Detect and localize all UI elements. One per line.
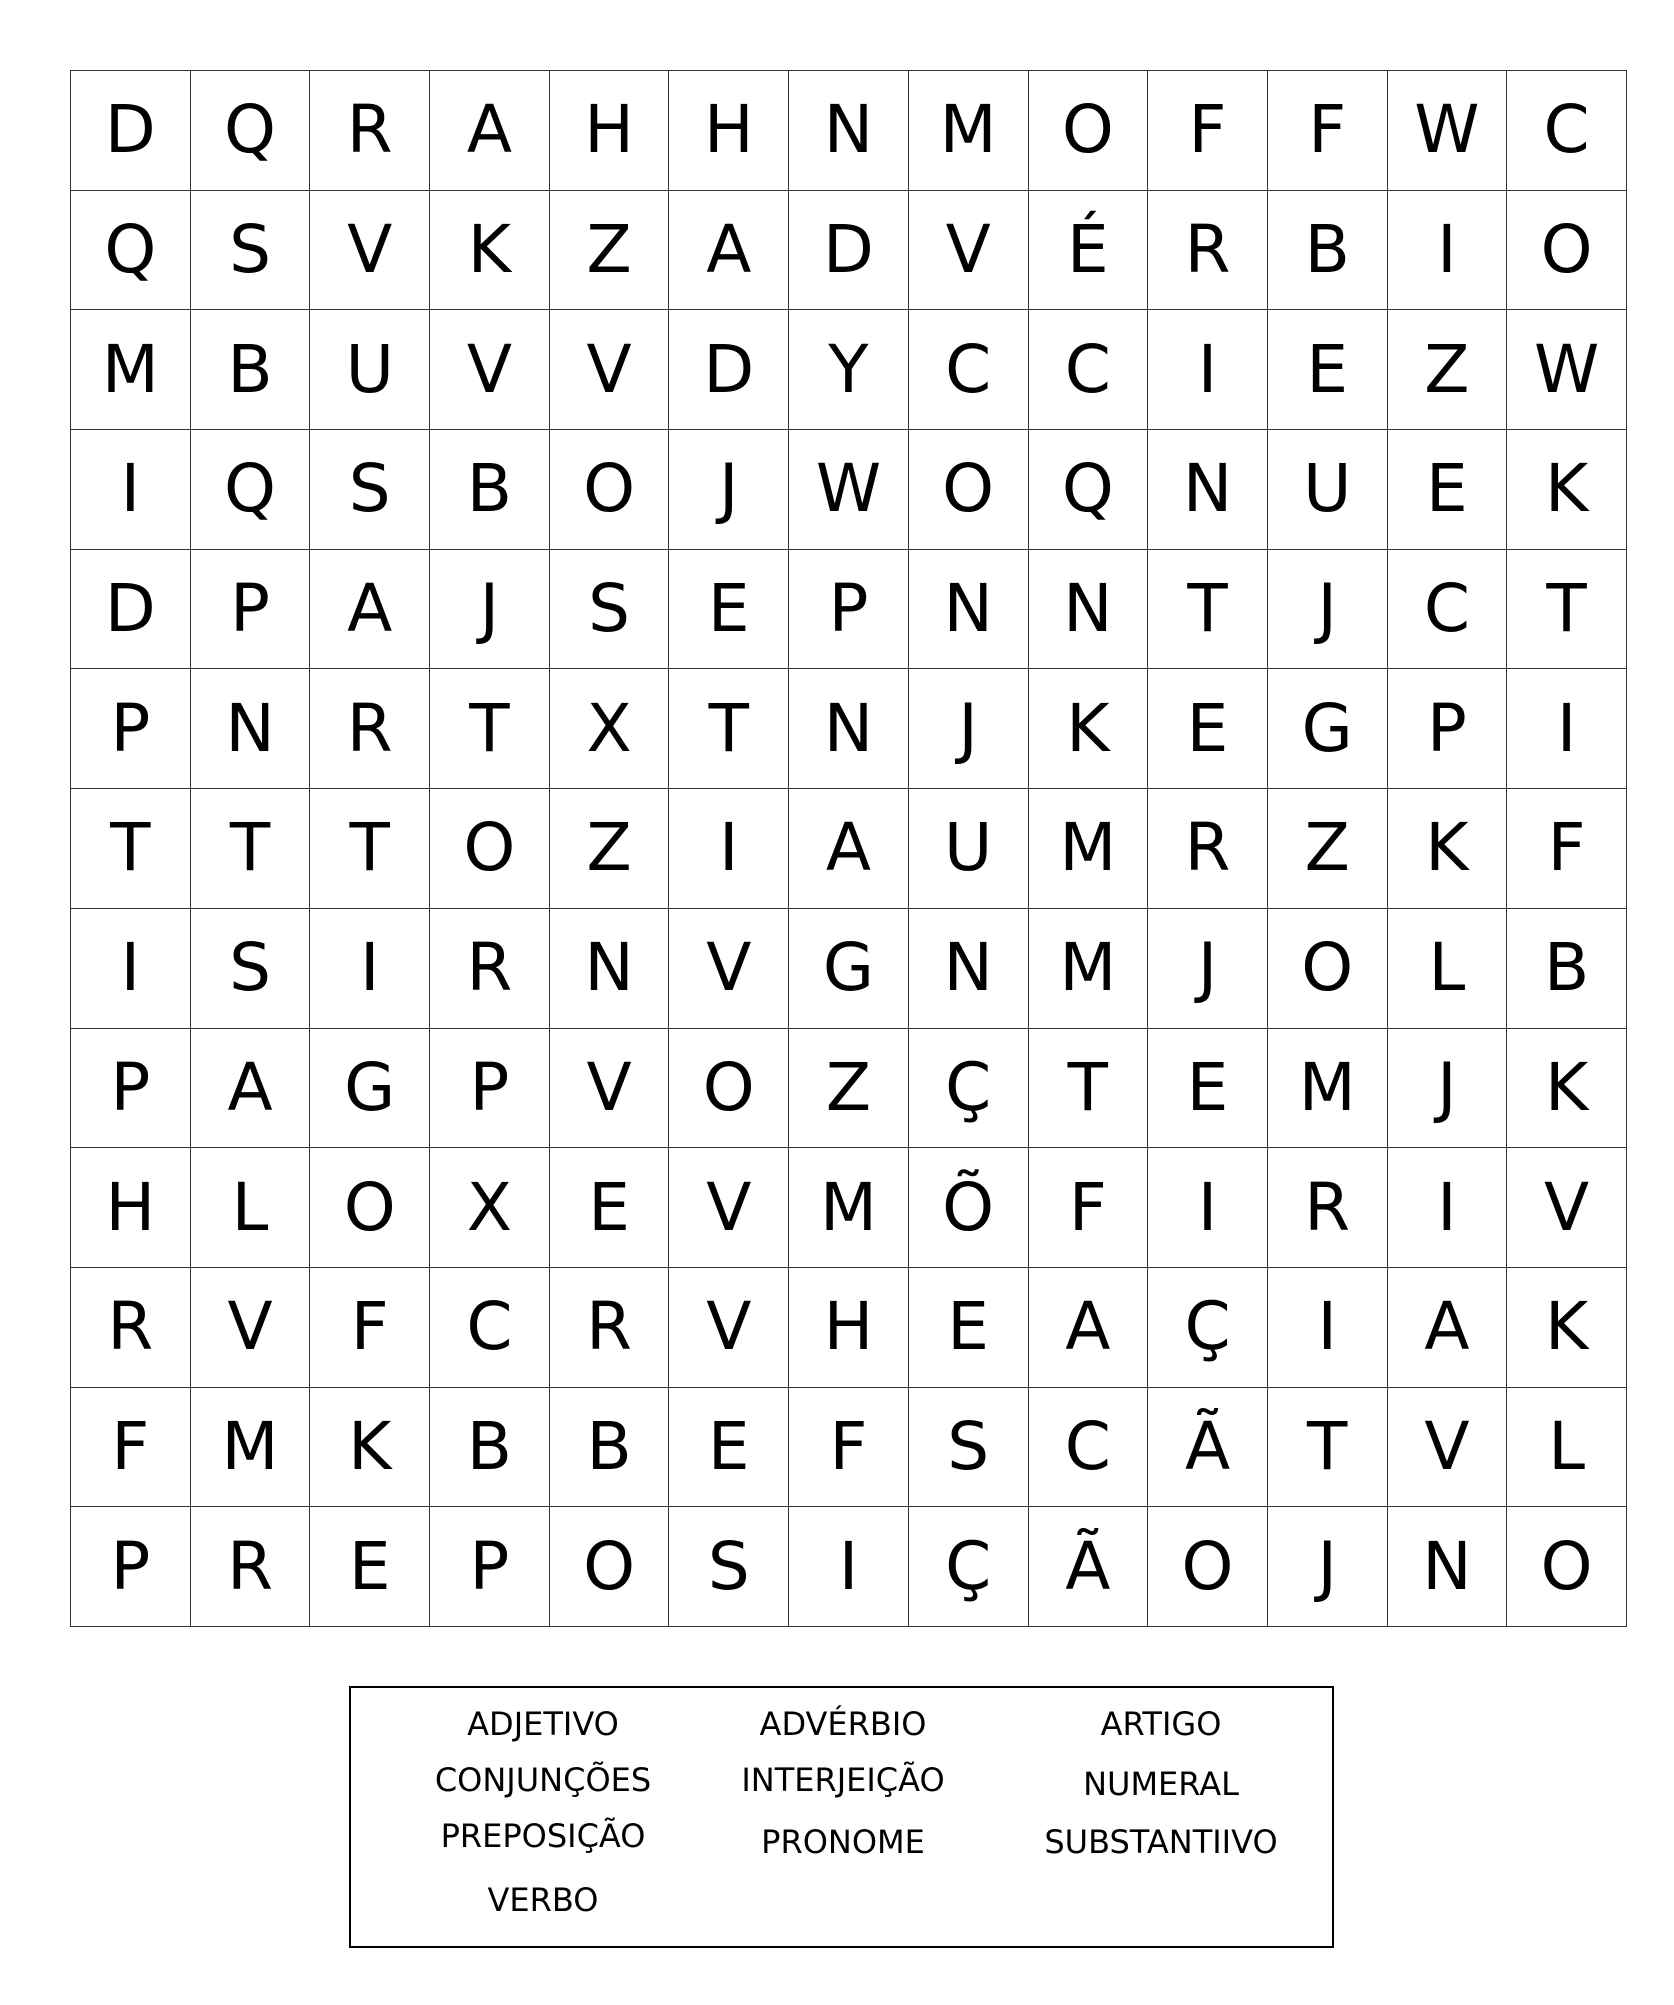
grid-row — [71, 430, 1627, 550]
grid-cell[interactable]: W — [1507, 310, 1627, 430]
grid-cell[interactable]: P — [190, 549, 310, 669]
grid-cell[interactable]: F — [789, 1387, 909, 1507]
grid-cell[interactable]: J — [1387, 1028, 1507, 1148]
grid-row — [71, 1148, 1627, 1268]
grid-cell[interactable]: Z — [1267, 789, 1387, 909]
grid-cell[interactable]: R — [1148, 789, 1268, 909]
grid-cell[interactable]: A — [430, 71, 550, 191]
grid-cell[interactable]: Z — [549, 190, 669, 310]
grid-cell[interactable]: A — [310, 549, 430, 669]
grid-cell[interactable]: T — [430, 669, 550, 789]
grid-cell[interactable]: G — [310, 1028, 430, 1148]
grid-cell[interactable]: C — [430, 1267, 550, 1387]
grid-cell[interactable]: K — [1507, 430, 1627, 550]
grid-cell[interactable]: F — [1028, 1148, 1148, 1268]
grid-cell[interactable]: M — [789, 1148, 909, 1268]
grid-cell[interactable]: F — [71, 1387, 191, 1507]
grid-cell[interactable]: V — [549, 310, 669, 430]
grid-cell[interactable]: N — [1148, 430, 1268, 550]
grid-cell[interactable]: B — [549, 1387, 669, 1507]
grid-cell[interactable]: I — [1387, 190, 1507, 310]
grid-cell[interactable]: Z — [1387, 310, 1507, 430]
grid-cell[interactable]: Q — [190, 71, 310, 191]
grid-cell[interactable]: G — [789, 908, 909, 1028]
grid-cell[interactable]: K — [1507, 1267, 1627, 1387]
grid-cell[interactable]: V — [190, 1267, 310, 1387]
grid-cell[interactable]: Ç — [1148, 1267, 1268, 1387]
grid-cell[interactable]: I — [71, 430, 191, 550]
grid-cell[interactable]: P — [71, 1507, 191, 1627]
grid-cell[interactable]: I — [1148, 1148, 1268, 1268]
letter-grid — [70, 70, 1627, 1627]
grid-cell[interactable]: Q — [71, 190, 191, 310]
grid-cell[interactable]: Q — [190, 430, 310, 550]
word-item: PREPOSIÇÃO — [440, 1817, 646, 1855]
grid-cell[interactable]: O — [1267, 908, 1387, 1028]
grid-cell[interactable]: C — [1387, 549, 1507, 669]
word-column-1 — [393, 1688, 693, 1919]
grid-cell[interactable]: I — [310, 908, 430, 1028]
grid-cell[interactable]: N — [190, 669, 310, 789]
grid-row — [71, 1387, 1627, 1507]
grid-row — [71, 190, 1627, 310]
grid-cell[interactable]: E — [669, 549, 789, 669]
grid-cell[interactable]: T — [669, 669, 789, 789]
grid-cell[interactable]: O — [549, 1507, 669, 1627]
grid-cell[interactable]: S — [310, 430, 430, 550]
grid-row — [71, 1028, 1627, 1148]
grid-cell[interactable]: L — [190, 1148, 310, 1268]
grid-cell[interactable]: Q — [1028, 430, 1148, 550]
grid-cell[interactable]: J — [1267, 549, 1387, 669]
grid-cell[interactable]: K — [310, 1387, 430, 1507]
grid-cell[interactable]: V — [549, 1028, 669, 1148]
grid-cell[interactable]: T — [1028, 1028, 1148, 1148]
grid-cell[interactable]: T — [1507, 549, 1627, 669]
grid-cell[interactable]: E — [908, 1267, 1028, 1387]
grid-cell[interactable]: V — [310, 190, 430, 310]
grid-cell[interactable]: R — [1148, 190, 1268, 310]
grid-cell[interactable]: A — [669, 190, 789, 310]
word-item: INTERJEIÇÃO — [741, 1761, 945, 1799]
grid-cell[interactable]: B — [190, 310, 310, 430]
grid-cell[interactable]: S — [549, 549, 669, 669]
grid-cell[interactable]: O — [310, 1148, 430, 1268]
grid-cell[interactable]: J — [669, 430, 789, 550]
grid-row — [71, 71, 1627, 191]
grid-cell[interactable]: M — [908, 71, 1028, 191]
word-item: PRONOME — [761, 1823, 925, 1861]
grid-cell[interactable]: A — [789, 789, 909, 909]
grid-cell[interactable]: O — [1507, 1507, 1627, 1627]
grid-cell[interactable]: F — [1507, 789, 1627, 909]
grid-cell[interactable]: C — [1028, 310, 1148, 430]
grid-cell[interactable]: N — [549, 908, 669, 1028]
grid-cell[interactable]: D — [71, 71, 191, 191]
grid-cell[interactable]: O — [549, 430, 669, 550]
grid-cell[interactable]: V — [669, 1267, 789, 1387]
grid-cell[interactable]: P — [1387, 669, 1507, 789]
grid-cell[interactable]: T — [190, 789, 310, 909]
grid-cell[interactable]: T — [1148, 549, 1268, 669]
grid-cell[interactable]: R — [71, 1267, 191, 1387]
grid-cell[interactable]: M — [1267, 1028, 1387, 1148]
word-item: ADJETIVO — [467, 1705, 619, 1743]
grid-cell[interactable]: V — [430, 310, 550, 430]
grid-cell[interactable]: N — [789, 669, 909, 789]
grid-cell[interactable]: P — [71, 669, 191, 789]
grid-cell[interactable]: E — [310, 1507, 430, 1627]
grid-cell[interactable]: W — [1387, 71, 1507, 191]
grid-cell[interactable]: U — [310, 310, 430, 430]
grid-cell[interactable]: I — [1148, 310, 1268, 430]
grid-cell[interactable]: M — [190, 1387, 310, 1507]
grid-cell[interactable]: H — [71, 1148, 191, 1268]
grid-cell[interactable]: F — [1267, 71, 1387, 191]
grid-cell[interactable]: H — [669, 71, 789, 191]
grid-cell[interactable]: V — [1387, 1387, 1507, 1507]
grid-cell[interactable]: A — [1028, 1267, 1148, 1387]
grid-cell[interactable]: G — [1267, 669, 1387, 789]
grid-cell[interactable]: N — [1028, 549, 1148, 669]
grid-cell[interactable]: P — [430, 1507, 550, 1627]
grid-cell[interactable]: D — [789, 190, 909, 310]
grid-cell[interactable]: S — [190, 190, 310, 310]
word-column-2 — [693, 1688, 993, 1861]
grid-cell[interactable]: Z — [789, 1028, 909, 1148]
grid-cell[interactable]: O — [1148, 1507, 1268, 1627]
grid-row — [71, 310, 1627, 430]
grid-cell[interactable]: P — [71, 1028, 191, 1148]
grid-cell[interactable]: N — [789, 71, 909, 191]
grid-cell[interactable]: O — [1507, 190, 1627, 310]
word-item: CONJUNÇÕES — [434, 1761, 652, 1799]
grid-cell[interactable]: E — [669, 1387, 789, 1507]
grid-cell[interactable]: B — [430, 1387, 550, 1507]
grid-cell[interactable]: P — [789, 549, 909, 669]
grid-cell[interactable]: I — [71, 908, 191, 1028]
grid-cell[interactable]: V — [669, 908, 789, 1028]
grid-cell[interactable]: V — [669, 1148, 789, 1268]
grid-cell[interactable]: M — [1028, 908, 1148, 1028]
grid-cell[interactable]: E — [549, 1148, 669, 1268]
grid-cell[interactable]: C — [1507, 71, 1627, 191]
grid-cell[interactable]: Õ — [908, 1148, 1028, 1268]
grid-cell[interactable]: L — [1507, 1387, 1627, 1507]
word-item: ADVÉRBIO — [759, 1705, 927, 1743]
grid-cell[interactable]: M — [71, 310, 191, 430]
grid-cell[interactable]: R — [430, 908, 550, 1028]
grid-row — [71, 549, 1627, 669]
grid-cell[interactable]: S — [669, 1507, 789, 1627]
grid-cell[interactable]: Ç — [908, 1028, 1028, 1148]
word-item: NUMERAL — [1083, 1765, 1239, 1803]
word-list — [349, 1686, 1334, 1948]
grid-cell[interactable]: Ã — [1148, 1387, 1268, 1507]
grid-cell[interactable]: F — [310, 1267, 430, 1387]
grid-cell[interactable]: J — [908, 669, 1028, 789]
grid-cell[interactable]: C — [908, 310, 1028, 430]
grid-cell[interactable]: I — [1267, 1267, 1387, 1387]
grid-cell[interactable]: Y — [789, 310, 909, 430]
grid-cell[interactable]: I — [1387, 1148, 1507, 1268]
grid-cell[interactable]: E — [1148, 669, 1268, 789]
word-column-3 — [1011, 1688, 1311, 1861]
grid-cell[interactable]: K — [1507, 1028, 1627, 1148]
grid-cell[interactable]: U — [1267, 430, 1387, 550]
grid-cell[interactable]: F — [1148, 71, 1268, 191]
grid-cell[interactable]: K — [1028, 669, 1148, 789]
grid-cell[interactable]: A — [190, 1028, 310, 1148]
grid-cell[interactable]: H — [549, 71, 669, 191]
word-item: SUBSTANTIIVO — [1044, 1823, 1278, 1861]
grid-cell[interactable]: R — [190, 1507, 310, 1627]
grid-cell[interactable]: M — [1028, 789, 1148, 909]
grid-cell[interactable]: J — [430, 549, 550, 669]
grid-row — [71, 789, 1627, 909]
grid-cell[interactable]: O — [908, 430, 1028, 550]
grid-cell[interactable]: J — [1148, 908, 1268, 1028]
grid-cell[interactable]: A — [1387, 1267, 1507, 1387]
grid-cell[interactable]: N — [908, 908, 1028, 1028]
grid-cell[interactable]: T — [1267, 1387, 1387, 1507]
grid-cell[interactable]: Ã — [1028, 1507, 1148, 1627]
grid-cell[interactable]: N — [1387, 1507, 1507, 1627]
grid-cell[interactable]: S — [190, 908, 310, 1028]
grid-cell[interactable]: R — [310, 71, 430, 191]
grid-cell[interactable]: X — [549, 669, 669, 789]
grid-row — [71, 908, 1627, 1028]
grid-cell[interactable]: B — [430, 430, 550, 550]
grid-cell[interactable]: Z — [549, 789, 669, 909]
grid-cell[interactable]: J — [1267, 1507, 1387, 1627]
word-item: VERBO — [487, 1881, 599, 1919]
grid-cell[interactable]: B — [1267, 190, 1387, 310]
grid-cell[interactable]: E — [1148, 1028, 1268, 1148]
grid-cell[interactable]: R — [1267, 1148, 1387, 1268]
grid-cell[interactable]: C — [1028, 1387, 1148, 1507]
grid-cell[interactable]: I — [1507, 669, 1627, 789]
grid-cell[interactable]: T — [71, 789, 191, 909]
grid-cell[interactable]: I — [789, 1507, 909, 1627]
grid-cell[interactable]: K — [430, 190, 550, 310]
grid-cell[interactable]: S — [908, 1387, 1028, 1507]
grid-cell[interactable]: T — [310, 789, 430, 909]
grid-cell[interactable]: O — [430, 789, 550, 909]
grid-cell[interactable]: U — [908, 789, 1028, 909]
grid-row — [71, 1507, 1627, 1627]
grid-cell[interactable]: V — [1507, 1148, 1627, 1268]
grid-cell[interactable]: D — [669, 310, 789, 430]
grid-cell[interactable]: I — [669, 789, 789, 909]
grid-cell[interactable]: O — [1028, 71, 1148, 191]
grid-cell[interactable]: K — [1387, 789, 1507, 909]
grid-cell[interactable]: X — [430, 1148, 550, 1268]
grid-row — [71, 1267, 1627, 1387]
grid-cell[interactable]: Ç — [908, 1507, 1028, 1627]
grid-cell[interactable]: R — [310, 669, 430, 789]
grid-row — [71, 669, 1627, 789]
word-item: ARTIGO — [1100, 1705, 1222, 1743]
grid-cell[interactable]: H — [789, 1267, 909, 1387]
grid-cell[interactable]: W — [789, 430, 909, 550]
grid-cell[interactable]: É — [1028, 190, 1148, 310]
grid-cell[interactable]: E — [1267, 310, 1387, 430]
grid-cell[interactable]: P — [430, 1028, 550, 1148]
grid-cell[interactable]: V — [908, 190, 1028, 310]
grid-cell[interactable]: E — [1387, 430, 1507, 550]
grid-cell[interactable]: L — [1387, 908, 1507, 1028]
grid-cell[interactable]: N — [908, 549, 1028, 669]
grid-cell[interactable]: O — [669, 1028, 789, 1148]
grid-cell[interactable]: R — [549, 1267, 669, 1387]
grid-cell[interactable]: D — [71, 549, 191, 669]
grid-cell[interactable]: B — [1507, 908, 1627, 1028]
